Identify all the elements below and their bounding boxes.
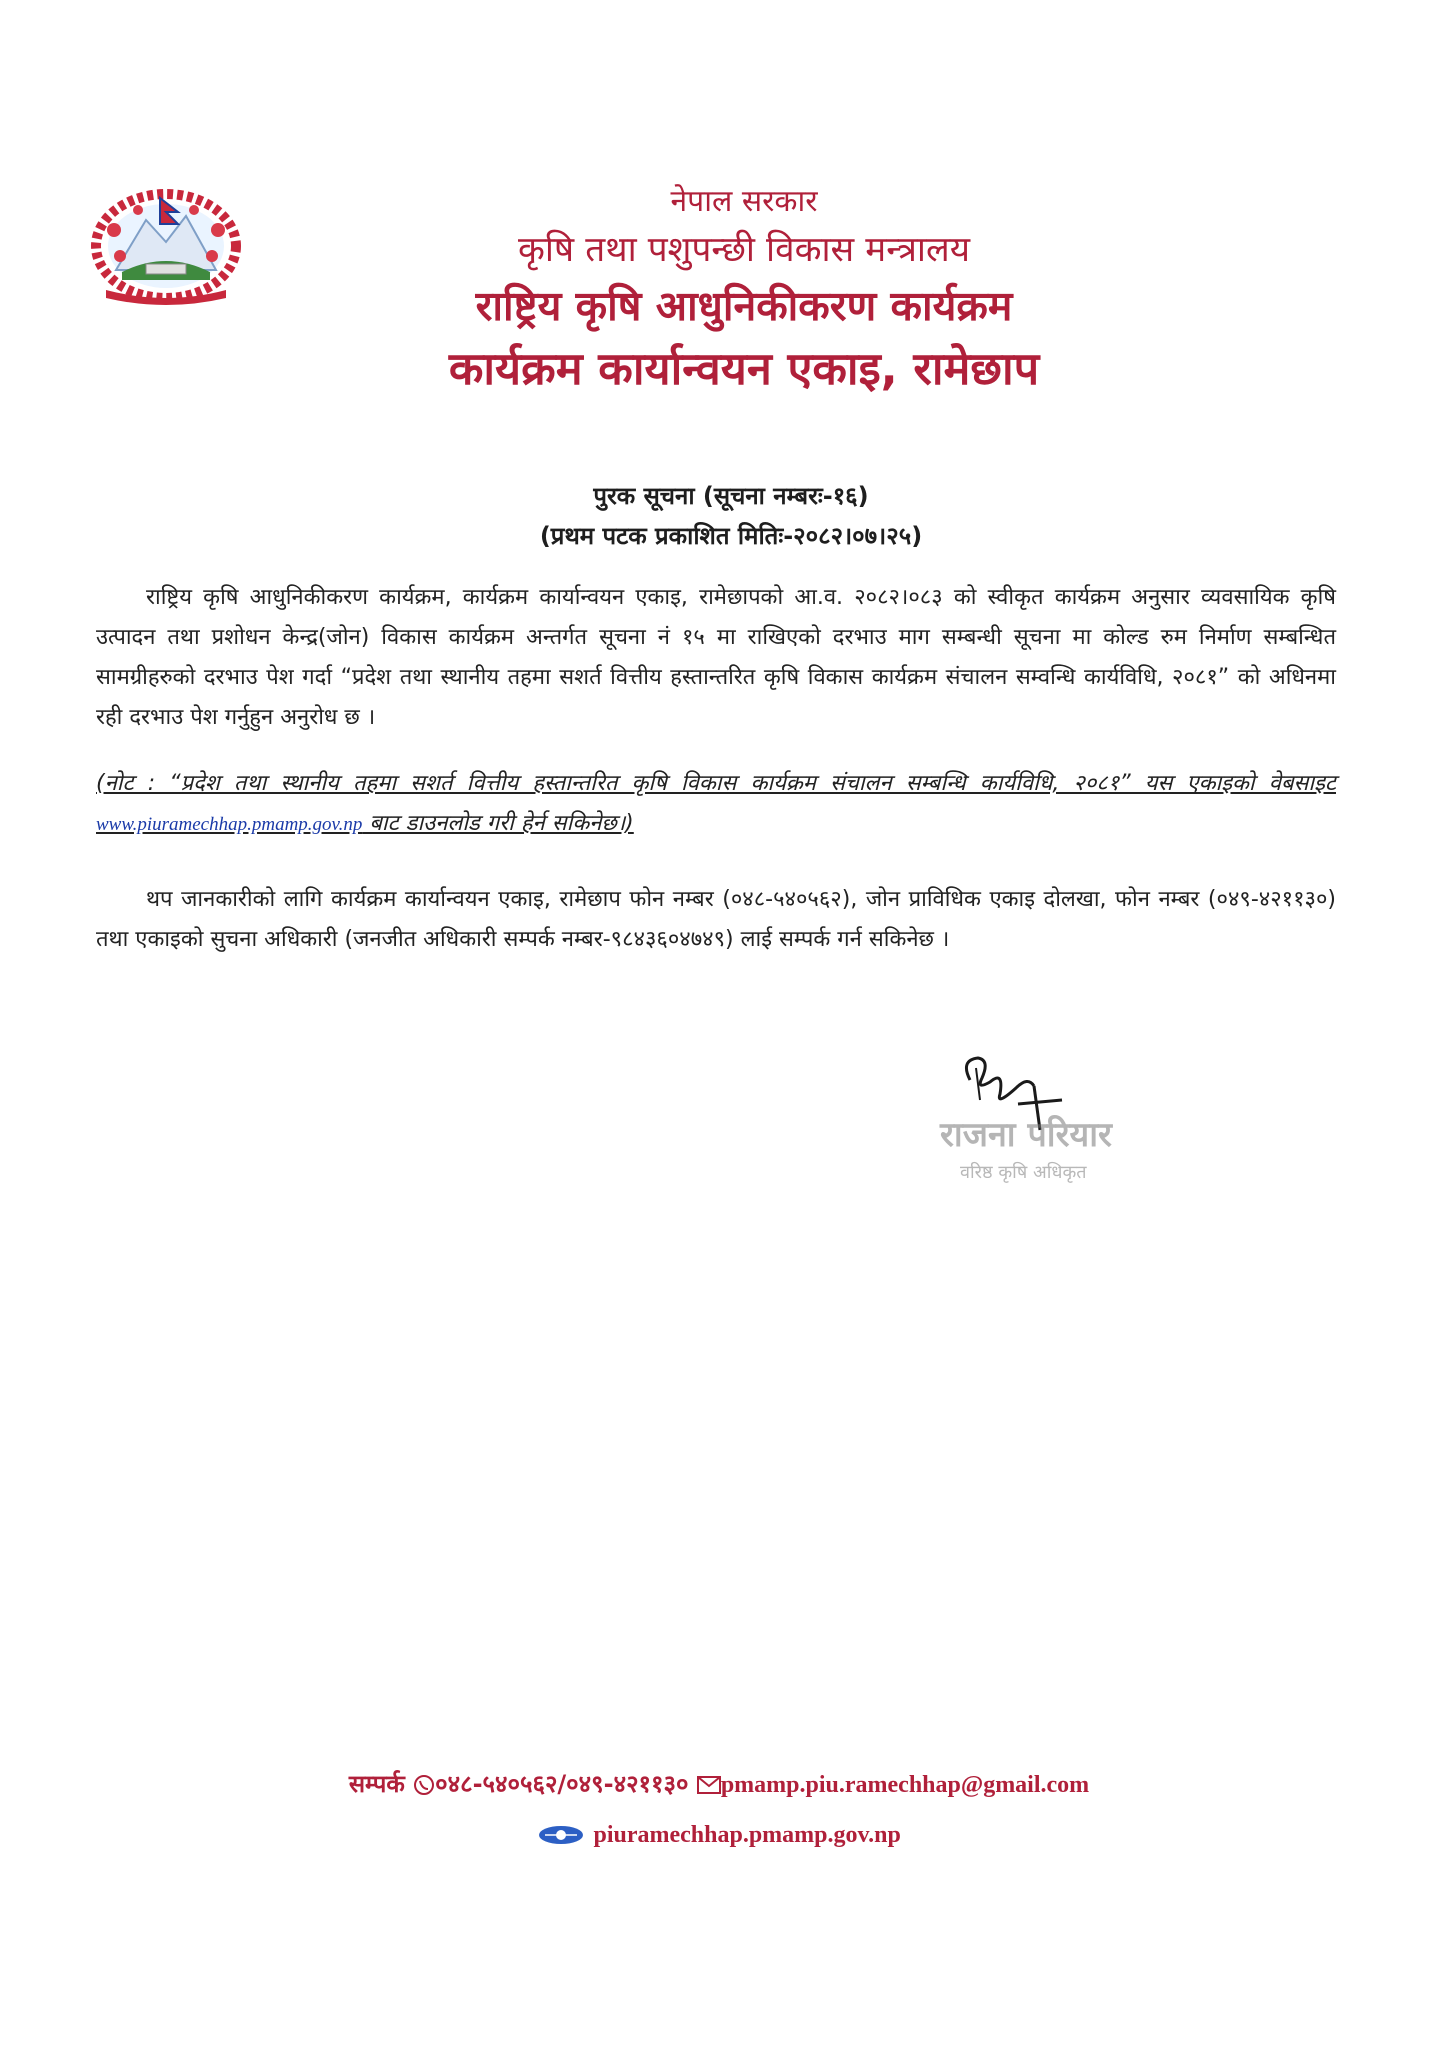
note-paragraph	[96, 764, 1336, 845]
stamp-title: वरिष्ठ कृषि अधिकृत	[960, 1162, 1087, 1183]
government-name: नेपाल सरकार	[670, 184, 818, 219]
footer-website	[0, 1814, 1438, 1855]
contact-label: सम्पर्क	[348, 1770, 405, 1798]
footer-contact	[0, 1764, 1438, 1805]
notice-subtitle: (प्रथम पटक प्रकाशित मितिः-२०८२।०७।२५)	[539, 522, 923, 550]
website-link[interactable]: piuramechhap.pmamp.gov.np	[593, 1822, 901, 1848]
phone-icon	[413, 1774, 435, 1796]
note-text-after: बाट डाउनलोड गरी हेर्न सकिनेछ।)	[362, 811, 634, 836]
stamp-name: राजना परियार	[940, 1115, 1112, 1155]
ministry-name: कृषि तथा पशुपन्छी विकास मन्त्रालय	[517, 230, 971, 270]
contact-email[interactable]: pmamp.piu.ramechhap@gmail.com	[720, 1772, 1090, 1798]
body-paragraph-3: थप जानकारीको लागि कार्यक्रम कार्यान्वयन एकाइ, रामेछाप फोन नम्बर (०४८-५४०५६२), जोन प्राविधिक एकाइ दोलखा, फोन नम्बर (०४९-४२११३०) तथा एकाइको सुचना अधिकारी (जनजीत अधिकारी सम्पर्क नम्बर-९८४३६०४७४९) लाई सम्पर्क गर्न सकिनेछ ।	[96, 887, 1336, 952]
notice-heading	[0, 476, 1438, 556]
body-paragraph-1: राष्ट्रिय कृषि आधुनिकीकरण कार्यक्रम, कार्यक्रम कार्यान्वयन एकाइ, रामेछापको आ.व. २०८२।०८३ को स्वीकृत कार्यक्रम अनुसार व्यवसायिक कृषि उत्पादन तथा प्रशोधन केन्द्र(जोन) विकास कार्यक्रम अन्तर्गत सूचना नं १५ मा राखिएको दरभाउ माग सम्बन्धी सूचना मा कोल्ड रुम निर्माण सम्बन्धित सामग्रीहरुको दरभाउ पेश गर्दा “प्रदेश तथा स्थानीय तहमा सशर्त वित्तीय हस्तान्तरित कृषि विकास कार्यक्रम संचालन सम्वन्धि कार्यविधि, २०८१” को अधिनमा रही दरभाउ पेश गर्नुहुन अनुरोध छ ।	[96, 585, 1336, 730]
note-website-link[interactable]: www.piuramechhap.pmamp.gov.np	[96, 814, 363, 835]
notice-title: पुरक सूचना (सूचना नम्बरः-१६)	[593, 482, 869, 510]
unit-name: कार्यक्रम कार्यान्वयन एकाइ, रामेछाप	[448, 342, 1040, 395]
letterhead	[0, 180, 1438, 402]
note-text-before: (नोट : “प्रदेश तथा स्थानीय तहमा सशर्त वित्तीय हस्तान्तरित कृषि विकास कार्यक्रम संचालन सम्बन्धि कार्यविधि, २०८१” यस एकाइको वेबसाइट	[96, 771, 1336, 796]
program-name: राष्ट्रिय कृषि आधुनिकीकरण कार्यक्रम	[475, 282, 1013, 330]
email-icon	[697, 1776, 721, 1794]
web-icon	[537, 1824, 585, 1846]
contact-phones: ०४८-५४०५६२/०४९-४२११३०	[435, 1770, 689, 1798]
